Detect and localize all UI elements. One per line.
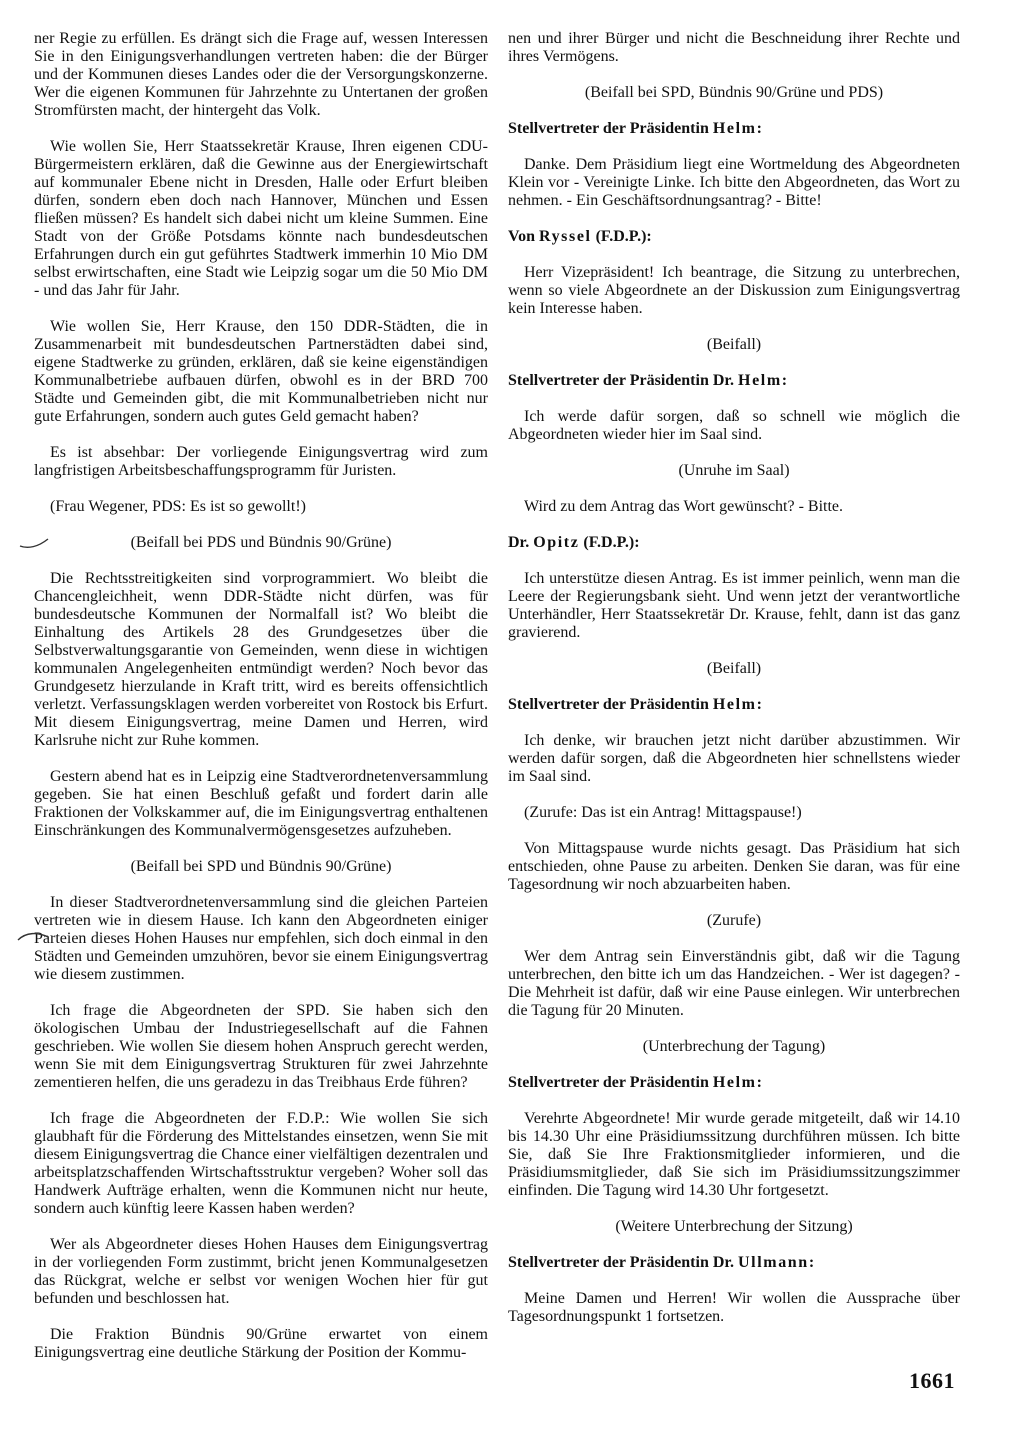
paragraph: Wird zu dem Antrag das Wort gewünscht? - Bitte. — [524, 498, 844, 515]
speaker-name: Helm — [738, 372, 782, 389]
margin-pencil-mark — [16, 928, 50, 946]
right-column — [508, 30, 960, 1344]
speaker-prefix: Stellvertreter der Präsidentin — [508, 1074, 713, 1091]
paragraph: Wer als Abgeordneter dieses Hohen Hauses dem Einigungsvertrag in der vorliegenden Form zustimmt, bricht jenen Kommunalgesetzen das Rückgrat, welche er selbst vor wenigen Wochen hier für gut befunden und beschlossen hat. — [34, 1236, 488, 1307]
paragraph: Die Fraktion Bündnis 90/Grüne erwartet von einem Einigungsvertrag eine deutliche Stärkung der Position der Kommu- — [34, 1326, 488, 1361]
interjection: (Frau Wegener, PDS: Es ist so gewollt!) — [50, 498, 306, 515]
speaker-heading — [508, 1254, 960, 1272]
paragraph: Von Mittagspause wurde nichts gesagt. Das Präsidium hat sich entschieden, ohne Pause zu arbeiten. Denken Sie daran, was für eine Tagesordnung wir noch abzuarbeiten haben. — [508, 840, 960, 893]
speaker-name: Opitz — [533, 534, 580, 551]
speaker-suffix: : — [808, 1254, 815, 1271]
paragraph: Ich unterstütze diesen Antrag. Es ist immer peinlich, wenn man die Leere der Regierungsbank sieht. Und wenn jetzt der verantwortliche Unterhändler, Herr Staatssekretär Dr. Krause, fehlt, dann ist das ganz gravierend. — [508, 570, 960, 641]
applause-note: (Unterbrechung der Tagung) — [642, 1038, 826, 1055]
speaker-name: Ullmann — [738, 1254, 809, 1271]
speaker-suffix: : — [756, 1074, 762, 1091]
paragraph: ner Regie zu erfüllen. Es drängt sich die Frage auf, wessen Interessen Sie in den Einigungsverhandlungen vertreten haben: die der Bürger und der Kommunen dieses Landes oder die der Versorgungskonzerne. Wer die eigenen Kommunen für Jahrzehnte zu Untertanen der großen Stromfürsten macht, der hintergeht das Volk. — [34, 30, 488, 119]
applause-note: (Weitere Unterbrechung der Sitzung) — [615, 1218, 853, 1235]
paragraph: Ich denke, wir brauchen jetzt nicht darüber abzustimmen. Wir werden dafür sorgen, daß die Abgeordneten hier schnellstens wieder im Saal sind. — [508, 732, 960, 785]
margin-pencil-mark — [18, 536, 50, 552]
speaker-heading — [508, 372, 960, 390]
speaker-name: Helm — [712, 696, 757, 713]
speaker-name: Helm — [712, 120, 757, 137]
speaker-name: Ryssel — [538, 228, 592, 245]
speaker-suffix: : — [781, 372, 788, 389]
paragraph: nen und ihrer Bürger und nicht die Beschneidung ihrer Rechte und ihres Vermögens. — [508, 30, 960, 65]
applause-note: (Beifall bei SPD, Bündnis 90/Grüne und PDS) — [584, 84, 884, 101]
paragraph: Ich frage die Abgeordneten der F.D.P.: Wie wollen Sie sich glaubhaft für die Förderung des Mittelstandes einsetzen, wenn Sie mit diesem Einigungsvertrag die Chance einer vielfältigen dezentralen und arbeitsplatzschaffenden Wirtschaftsstruktur vergeben? Woher soll das Handwerk Aufträge erhalten, wenn die Kommunen nicht nur heute, sondern auch künftig leere Kassen haben werden? — [34, 1110, 488, 1217]
speaker-suffix: (F.D.P.): — [579, 534, 640, 551]
interjection: (Zurufe: Das ist ein Antrag! Mittagspause!) — [524, 804, 802, 821]
speaker-heading — [508, 696, 960, 714]
paragraph: Ich frage die Abgeordneten der SPD. Sie haben sich den ökologischen Umbau der Industriegesellschaft auf die Fahnen geschrieben. Wie wollen Sie diesem hohen Anspruch gerecht werden, wenn Sie mit dem Einigungsvertrag Strukturen für zwei Jahrzehnte zementieren helfen, die uns geradezu in das Treibhaus Erde führen? — [34, 1002, 488, 1091]
applause-note: (Unruhe im Saal) — [678, 462, 790, 479]
paragraph: Wie wollen Sie, Herr Krause, den 150 DDR-Städten, die in Zusammenarbeit mit bundesdeutschen Partnerstädten dabei sind, eigene Stadtwerke zu gründen, erklären, daß sie keine eigenständigen Kommunalbetriebe aufbauen dürfen, obwohl es in der BRD 700 Städte und Gemeinden gibt, die mit Kommunalbetrieben nicht nur gute Erfahrungen, sondern auch gutes Geld gemacht haben? — [34, 318, 488, 425]
speaker-suffix: : — [756, 696, 762, 713]
speaker-prefix: Stellvertreter der Präsidentin — [508, 120, 713, 137]
speaker-heading — [508, 120, 960, 138]
left-column — [34, 30, 488, 1380]
speaker-prefix: Stellvertreter der Präsidentin — [508, 696, 713, 713]
paragraph: Gestern abend hat es in Leipzig eine Stadtverordnetenversammlung gegeben. Sie hat einen Beschluß gefaßt und fordert darin alle Fraktionen der Volkskammer auf, die im Einigungsvertrag enthaltenen Einschränkungen des Kommunalvermögensgesetzes aufzuheben. — [34, 768, 488, 839]
paragraph: Herr Vizepräsident! Ich beantrage, die Sitzung zu unterbrechen, wenn so viele Abgeordnete an der Diskussion zum Einigungsvertrag kein Interesse haben. — [508, 264, 960, 317]
paragraph: In dieser Stadtverordnetenversammlung sind die gleichen Parteien vertreten wie in diesem Hause. Ich kann den Abgeordneten einiger Parteien dieses Hohen Hauses nur empfehlen, sich doch einmal in den Städten und Gemeinden umzuhören, bevor sie einem Einigungsvertrag wie diesem zustimmen. — [34, 894, 488, 983]
paragraph: Die Rechtsstreitigkeiten sind vorprogrammiert. Wo bleibt die Chancengleichheit, wenn DDR-Städte nicht dürfen, was für bundesdeutsche Kommunen der Normalfall ist? Wo bleibt die Einhaltung des Artikels 28 des Grundgesetzes über die Selbstverwaltungsgarantie von Gemeinden, wenn diese in wichtigen kommunalen Angelegenheiten entmündigt werden? Noch bevor das Grundgesetz hierzulande in Kraft tritt, wird es bereits offensichtlich verletzt. Verfassungsklagen werden vorbereitet von Rostock bis Erfurt. Mit diesem Einigungsvertrag, meine Damen und Herren, wird Karlsruhe nicht zur Ruhe kommen. — [34, 570, 488, 749]
page-number: 1661 — [909, 1368, 955, 1393]
paragraph: Verehrte Abgeordnete! Mir wurde gerade mitgeteilt, daß wir 14.10 bis 14.30 Uhr eine Präsidiumssitzung durchführen müssen. Ich bitte Sie, daß Sie Ihre Fraktionsmitglieder informieren, und die Präsidiumsmitglieder, daß Sie sich im Präsidiumssitzungszimmer einfinden. Die Tagung wird 14.30 Uhr fortgesetzt. — [508, 1110, 960, 1199]
speaker-name: Helm — [712, 1074, 757, 1091]
speaker-suffix: : — [756, 120, 762, 137]
paragraph: Ich werde dafür sorgen, daß so schnell wie möglich die Abgeordneten wieder hier im Saal sind. — [508, 408, 960, 443]
speaker-prefix: Dr. — [508, 534, 534, 551]
speaker-heading — [508, 1074, 960, 1092]
applause-note: (Zurufe) — [706, 912, 762, 929]
speaker-prefix: Stellvertreter der Präsidentin Dr. — [508, 1254, 739, 1271]
paragraph: Meine Damen und Herren! Wir wollen die Aussprache über Tagesordnungspunkt 1 fortsetzen. — [508, 1290, 960, 1325]
paragraph: Wer dem Antrag sein Einverständnis gibt, daß wir die Tagung unterbrechen, den bitte ich um das Handzeichen. - Wer ist dagegen? - Die Mehrheit ist dafür, daß wir eine Pause einlegen. Wir unterbrechen die Tagung für 20 Minuten. — [508, 948, 960, 1019]
paragraph: Danke. Dem Präsidium liegt eine Wortmeldung des Abgeordneten Klein vor - Vereinigte Linke. Ich bitte den Abgeordneten, das Wort zu nehmen. - Ein Geschäftsordnungsantrag? - Bitte! — [508, 156, 960, 209]
speaker-prefix: Stellvertreter der Präsidentin Dr. — [508, 372, 739, 389]
paragraph: Wie wollen Sie, Herr Staatssekretär Krause, Ihren eigenen CDU-Bürgermeistern erklären, daß die Gewinne aus der Energiewirtschaft auf kommunaler Ebene nicht in Dresden, Halle oder Erfurt bleiben dürfen, sondern eben doch nach Hannover, München und Essen fließen müssen? Es handelt sich dabei nicht um kleine Summen. Eine Stadt von der Größe Potsdams könnte nach bundesdeutschen Erfahrungen durch ein gut geführtes Stadtwerk immerhin 10 Mio DM selbst erwirtschaften, eine Stadt wie Leipzig sogar um die 50 Mio DM - und das Jahr für Jahr. — [34, 138, 488, 299]
applause-note: (Beifall bei PDS und Bündnis 90/Grüne) — [130, 534, 392, 551]
speaker-suffix: (F.D.P.): — [591, 228, 652, 245]
applause-note: (Beifall) — [706, 660, 762, 677]
speaker-heading — [508, 534, 960, 552]
speaker-heading — [508, 228, 960, 246]
paragraph: Es ist absehbar: Der vorliegende Einigungsvertrag wird zum langfristigen Arbeitsbeschaffungsprogramm für Juristen. — [34, 444, 488, 479]
applause-note: (Beifall) — [706, 336, 762, 353]
speaker-prefix: Von — [508, 228, 539, 245]
applause-note: (Beifall bei SPD und Bündnis 90/Grüne) — [130, 858, 392, 875]
